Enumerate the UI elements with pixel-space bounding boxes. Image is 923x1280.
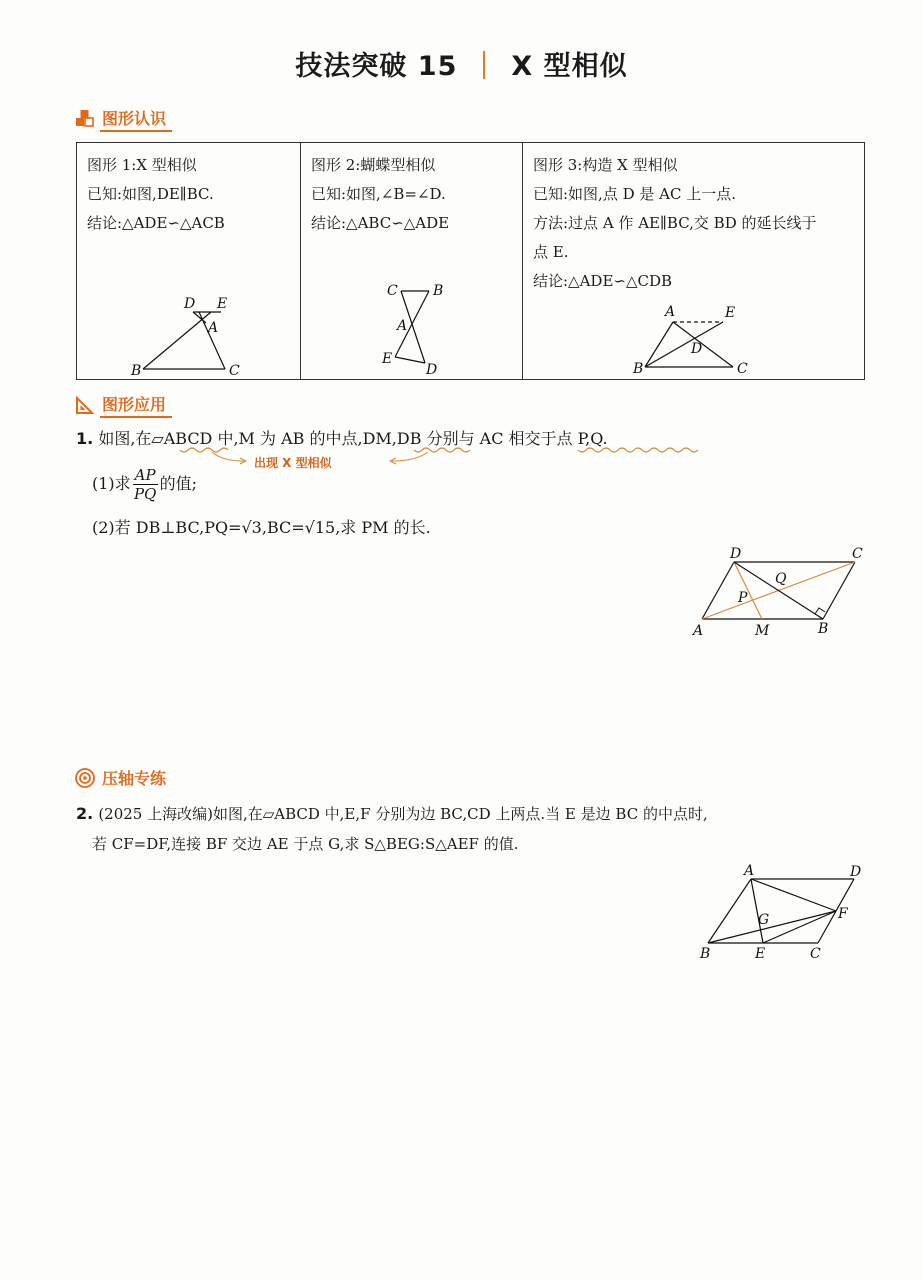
set-square-icon xyxy=(74,394,96,416)
figure-3-conclusion: 结论:△ADE∽△CDB xyxy=(533,272,673,290)
figure-2-heading: 图形 2:蝴蝶型相似 xyxy=(311,156,436,174)
figure-1-given: 已知:如图,DE∥BC. xyxy=(87,185,214,203)
figure-1-heading: 图形 1:X 型相似 xyxy=(87,156,197,174)
part-1-prefix: (1)求 xyxy=(92,474,131,493)
figure-cell-1 xyxy=(77,143,301,380)
section-practice-label: 压轴专练 xyxy=(102,769,167,788)
fig2-label-c: C xyxy=(387,283,398,299)
problem-1 xyxy=(76,424,876,543)
problem-1-text: 如图,在▱ABCD 中,M 为 AB 的中点,DM,DB 分别与 AC 相交于点 P,Q. xyxy=(98,429,608,448)
p2-label-c: C xyxy=(810,946,821,962)
p1-label-c: C xyxy=(852,546,863,562)
fig3-label-b: B xyxy=(633,361,644,377)
figure-3-heading: 图形 3:构造 X 型相似 xyxy=(533,156,678,174)
fraction-ap-pq xyxy=(133,466,158,503)
page-title xyxy=(0,44,923,83)
section-recognize-label: 图形认识 xyxy=(100,105,172,132)
fig1-label-b: B xyxy=(131,363,142,377)
problem-1-diagram xyxy=(688,544,878,644)
fig3-label-d: D xyxy=(691,341,703,357)
p2-label-b: B xyxy=(700,946,711,962)
p2-label-a: A xyxy=(744,863,755,879)
cubes-icon xyxy=(74,108,96,130)
figure-2-diagram xyxy=(381,277,451,381)
fraction-denominator: PQ xyxy=(133,485,157,503)
figure-3-given: 已知:如图,点 D 是 AC 上一点. xyxy=(533,185,736,203)
fig3-label-a: A xyxy=(665,304,676,320)
fig1-label-e: E xyxy=(217,296,228,312)
figure-3-diagram xyxy=(629,299,769,381)
figure-2-conclusion: 结论:△ABC∽△ADE xyxy=(311,214,450,232)
problem-2-line-1-text: (2025 上海改编)如图,在▱ABCD 中,E,F 分别为边 BC,CD 上两点.当 E 是边 BC 的中点时, xyxy=(98,805,708,823)
section-recognize-header xyxy=(74,105,172,132)
title-separator xyxy=(483,51,485,79)
fig1-label-a: A xyxy=(208,320,219,336)
fig3-label-e: E xyxy=(725,305,736,321)
p1-label-b: B xyxy=(818,621,829,637)
p1-label-a: A xyxy=(693,623,704,639)
fig2-label-a: A xyxy=(397,318,408,334)
p2-label-f: F xyxy=(838,906,848,922)
p1-label-p: P xyxy=(738,590,748,606)
figure-table xyxy=(76,142,865,380)
p2-label-d: D xyxy=(850,864,862,880)
fig2-label-b: B xyxy=(433,283,444,299)
problem-2-line-1 xyxy=(76,799,876,829)
fig1-label-d: D xyxy=(184,296,196,312)
p1-label-q: Q xyxy=(775,571,787,587)
figure-1-diagram xyxy=(129,291,249,377)
figure-cell-2 xyxy=(301,143,523,380)
p1-label-d: D xyxy=(730,546,742,562)
problem-2-number: 2. xyxy=(76,804,94,823)
problem-2-line-2: 若 CF=DF,连接 BF 交边 AE 于点 G,求 S△BEG:S△AEF 的值. xyxy=(92,835,519,853)
fig2-label-e: E xyxy=(382,351,393,367)
problem-1-part-2: (2)若 DB⊥BC,PQ=√3,BC=√15,求 PM 的长. xyxy=(92,518,431,537)
problem-1-part-1 xyxy=(92,466,876,503)
section-apply-header xyxy=(74,391,172,418)
p2-label-e: E xyxy=(755,946,766,962)
p2-label-g: G xyxy=(758,912,770,928)
title-prefix: 技法突破 15 xyxy=(295,51,458,82)
fig1-label-c: C xyxy=(229,363,240,377)
problem-2-diagram xyxy=(694,860,874,966)
figure-1-conclusion: 结论:△ADE∽△ACB xyxy=(87,214,225,232)
section-apply-label: 图形应用 xyxy=(100,391,172,418)
section-practice-header xyxy=(74,765,172,790)
part-1-suffix: 的值; xyxy=(159,474,198,493)
problem-1-number: 1. xyxy=(76,429,94,448)
figure-3-method-2: 点 E. xyxy=(533,243,569,261)
problem-2 xyxy=(76,799,876,859)
figure-2-given: 已知:如图,∠B=∠D. xyxy=(311,185,446,203)
fig2-label-d: D xyxy=(426,362,438,378)
p1-label-m: M xyxy=(755,623,770,639)
annotation-note: 出现 X 型相似 xyxy=(254,456,332,470)
title-name: X 型相似 xyxy=(511,51,628,82)
figure-3-method-1: 方法:过点 A 作 AE∥BC,交 BD 的延长线于 xyxy=(533,214,817,232)
fig3-label-c: C xyxy=(737,361,748,377)
fraction-numerator: AP xyxy=(134,466,156,484)
figure-cell-3 xyxy=(523,143,865,380)
target-icon xyxy=(74,767,96,789)
